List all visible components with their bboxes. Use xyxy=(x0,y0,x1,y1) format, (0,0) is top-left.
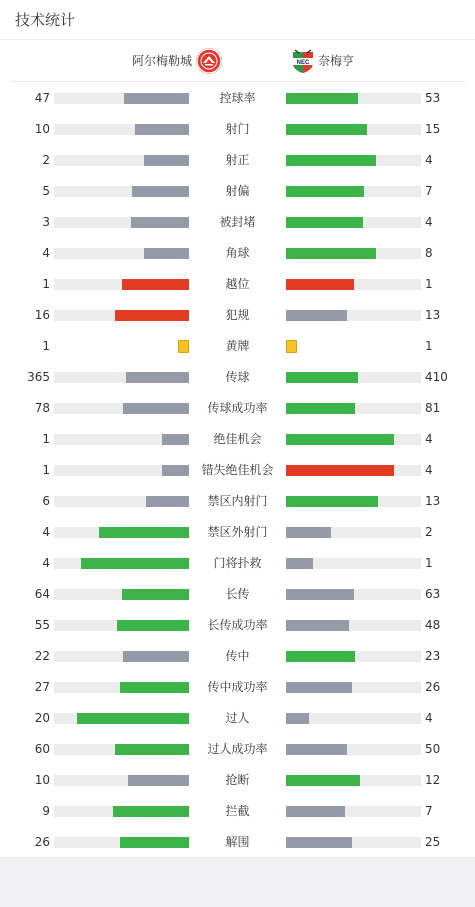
away-bar-track xyxy=(286,806,421,817)
stat-row xyxy=(0,548,475,579)
away-value: 81 xyxy=(425,401,441,415)
home-bar xyxy=(122,589,190,600)
stat-row xyxy=(0,424,475,455)
away-value: 15 xyxy=(425,122,441,136)
home-value: 10 xyxy=(34,773,50,787)
stat-label: 角球 xyxy=(225,246,250,260)
home-bar xyxy=(135,124,189,135)
stat-row xyxy=(0,796,475,827)
away-bar-track xyxy=(286,682,421,693)
away-bar-track xyxy=(286,93,421,104)
home-value: 22 xyxy=(34,649,50,663)
away-value: 13 xyxy=(425,494,441,508)
away-bar xyxy=(286,775,360,786)
stat-row xyxy=(0,765,475,796)
stat-label: 射偏 xyxy=(225,184,250,198)
svg-text:NEC: NEC xyxy=(296,59,310,66)
home-bar-track xyxy=(54,620,189,631)
home-value: 60 xyxy=(34,742,50,756)
home-bar xyxy=(123,651,189,662)
home-value: 4 xyxy=(42,556,50,570)
stat-label: 传球 xyxy=(225,370,250,384)
stat-label: 黄牌 xyxy=(225,339,250,353)
stat-label: 抢断 xyxy=(225,773,250,787)
home-value: 27 xyxy=(34,680,50,694)
home-value: 3 xyxy=(42,215,50,229)
home-bar-track xyxy=(54,744,189,755)
home-value: 4 xyxy=(42,525,50,539)
home-bar-track xyxy=(54,775,189,786)
stat-label: 门将扑救 xyxy=(213,556,262,570)
stat-label: 拦截 xyxy=(225,804,250,818)
stat-row xyxy=(0,734,475,765)
stat-label: 错失绝佳机会 xyxy=(201,463,274,477)
home-team-name: 阿尔梅勒城 xyxy=(131,54,192,68)
stat-row xyxy=(0,145,475,176)
home-bar-track xyxy=(54,465,189,476)
home-bar xyxy=(81,558,189,569)
home-value: 2 xyxy=(42,153,50,167)
away-bar xyxy=(286,279,354,290)
away-value: 8 xyxy=(425,246,433,260)
stat-label: 传球成功率 xyxy=(207,401,268,415)
home-value: 55 xyxy=(34,618,50,632)
away-bar-track xyxy=(286,434,421,445)
stat-label: 越位 xyxy=(225,277,250,291)
stat-label: 绝佳机会 xyxy=(213,432,262,446)
away-value: 13 xyxy=(425,308,441,322)
away-bar xyxy=(286,682,352,693)
home-bar xyxy=(113,806,189,817)
home-bar xyxy=(132,186,189,197)
home-bar-track xyxy=(54,558,189,569)
away-bar xyxy=(286,589,354,600)
away-bar-track xyxy=(286,310,421,321)
home-bar-track xyxy=(54,279,189,290)
stat-row xyxy=(0,455,475,486)
home-bar xyxy=(117,620,189,631)
away-bar xyxy=(286,434,394,445)
away-value: 12 xyxy=(425,773,441,787)
home-bar-track xyxy=(54,217,189,228)
home-bar xyxy=(120,682,189,693)
away-bar-track xyxy=(286,651,421,662)
home-bar xyxy=(162,434,189,445)
home-bar-track xyxy=(54,310,189,321)
away-bar xyxy=(286,372,358,383)
home-bar xyxy=(115,744,189,755)
home-bar xyxy=(131,217,189,228)
away-team-name: 奈梅亨 xyxy=(318,54,355,68)
stat-label: 射正 xyxy=(225,153,250,167)
stat-row xyxy=(0,641,475,672)
stat-label: 禁区外射门 xyxy=(207,525,268,539)
away-value: 1 xyxy=(425,556,433,570)
stat-label: 过人 xyxy=(225,711,250,725)
home-bar xyxy=(162,465,189,476)
home-bar-track xyxy=(54,124,189,135)
away-bar-track xyxy=(286,279,421,290)
away-value: 50 xyxy=(425,742,441,756)
teams-header xyxy=(10,40,465,82)
home-bar-track xyxy=(54,186,189,197)
away-bar-track xyxy=(286,248,421,259)
away-value: 63 xyxy=(425,587,441,601)
home-value: 64 xyxy=(34,587,50,601)
home-bar xyxy=(124,93,189,104)
stat-row xyxy=(0,486,475,517)
home-bar xyxy=(99,527,189,538)
away-value: 48 xyxy=(425,618,441,632)
away-bar xyxy=(286,713,309,724)
home-bar-track xyxy=(54,248,189,259)
stat-row xyxy=(0,269,475,300)
home-value: 10 xyxy=(34,122,50,136)
stat-row xyxy=(0,517,475,548)
home-bar-track xyxy=(54,434,189,445)
home-bar-track xyxy=(54,93,189,104)
away-value: 4 xyxy=(425,153,433,167)
away-bar xyxy=(286,124,367,135)
yellow-card-icon xyxy=(286,340,297,353)
home-bar xyxy=(123,403,189,414)
away-value: 4 xyxy=(425,711,433,725)
away-bar xyxy=(286,310,347,321)
stat-label: 传中 xyxy=(225,649,250,663)
away-value: 2 xyxy=(425,525,433,539)
away-bar-track xyxy=(286,589,421,600)
away-value: 1 xyxy=(425,277,433,291)
stat-row xyxy=(0,703,475,734)
home-value: 1 xyxy=(42,339,50,353)
away-bar xyxy=(286,806,345,817)
away-value: 7 xyxy=(425,804,433,818)
away-value: 4 xyxy=(425,432,433,446)
away-bar xyxy=(286,837,352,848)
stat-row xyxy=(0,827,475,858)
home-bar-track xyxy=(54,651,189,662)
home-bar xyxy=(128,775,189,786)
stat-label: 禁区内射门 xyxy=(207,494,268,508)
stat-label: 传中成功率 xyxy=(207,680,268,694)
away-bar xyxy=(286,465,394,476)
stat-label: 过人成功率 xyxy=(207,742,268,756)
stat-label: 射门 xyxy=(225,122,250,136)
stat-label: 长传成功率 xyxy=(207,618,268,632)
home-value: 1 xyxy=(42,463,50,477)
nec-crest-icon xyxy=(290,48,316,74)
home-bar-track xyxy=(54,403,189,414)
home-value: 365 xyxy=(27,370,50,384)
home-value: 5 xyxy=(42,184,50,198)
away-bar-track xyxy=(286,124,421,135)
home-bar xyxy=(77,713,189,724)
away-value: 26 xyxy=(425,680,441,694)
home-team[interactable] xyxy=(132,40,222,81)
home-bar-track xyxy=(54,682,189,693)
stat-row xyxy=(0,83,475,114)
stat-row xyxy=(0,579,475,610)
home-value: 6 xyxy=(42,494,50,508)
away-bar xyxy=(286,558,313,569)
away-bar-track xyxy=(286,186,421,197)
stat-label: 解围 xyxy=(225,835,250,849)
away-bar-track xyxy=(286,496,421,507)
home-bar xyxy=(146,496,189,507)
home-value: 9 xyxy=(42,804,50,818)
home-value: 26 xyxy=(34,835,50,849)
home-value: 78 xyxy=(34,401,50,415)
away-value: 23 xyxy=(425,649,441,663)
stat-row xyxy=(0,114,475,145)
away-value: 25 xyxy=(425,835,441,849)
home-bar-track xyxy=(54,713,189,724)
header xyxy=(0,0,475,40)
away-bar-track xyxy=(286,744,421,755)
home-bar xyxy=(120,837,189,848)
away-team[interactable] xyxy=(290,40,354,81)
away-bar xyxy=(286,496,378,507)
stat-label: 被封堵 xyxy=(219,215,256,229)
home-bar xyxy=(122,279,190,290)
home-bar-track xyxy=(54,589,189,600)
home-bar xyxy=(126,372,189,383)
away-bar-track xyxy=(286,217,421,228)
home-value: 20 xyxy=(34,711,50,725)
home-bar-track xyxy=(54,372,189,383)
away-bar xyxy=(286,403,355,414)
home-bar-track xyxy=(54,837,189,848)
away-value: 53 xyxy=(425,91,441,105)
stat-row xyxy=(0,238,475,269)
away-bar xyxy=(286,620,349,631)
stat-row xyxy=(0,610,475,641)
stat-row xyxy=(0,207,475,238)
away-bar xyxy=(286,217,363,228)
almere-city-crest-icon xyxy=(196,48,222,74)
stat-label: 犯规 xyxy=(225,308,250,322)
home-value: 4 xyxy=(42,246,50,260)
away-bar xyxy=(286,744,347,755)
away-bar-track xyxy=(286,155,421,166)
away-bar xyxy=(286,186,364,197)
away-bar xyxy=(286,248,376,259)
stat-row xyxy=(0,300,475,331)
home-bar xyxy=(144,155,189,166)
stat-row xyxy=(0,331,475,362)
stat-row xyxy=(0,672,475,703)
away-bar xyxy=(286,527,331,538)
stat-row xyxy=(0,362,475,393)
away-bar-track xyxy=(286,558,421,569)
page-title: 技术统计 xyxy=(15,11,76,29)
away-value: 410 xyxy=(425,370,448,384)
away-bar-track xyxy=(286,713,421,724)
away-bar-track xyxy=(286,837,421,848)
away-bar-track xyxy=(286,620,421,631)
stat-label: 长传 xyxy=(225,587,250,601)
away-value: 4 xyxy=(425,463,433,477)
home-bar xyxy=(144,248,189,259)
away-bar-track xyxy=(286,465,421,476)
stat-row xyxy=(0,393,475,424)
away-bar xyxy=(286,651,355,662)
home-bar-track xyxy=(54,496,189,507)
away-bar-track xyxy=(286,403,421,414)
away-value: 1 xyxy=(425,339,433,353)
home-value: 1 xyxy=(42,432,50,446)
home-bar-track xyxy=(54,155,189,166)
away-value: 7 xyxy=(425,184,433,198)
home-value: 1 xyxy=(42,277,50,291)
home-value: 16 xyxy=(34,308,50,322)
away-value: 4 xyxy=(425,215,433,229)
away-bar-track xyxy=(286,372,421,383)
home-bar-track xyxy=(54,806,189,817)
away-bar xyxy=(286,93,358,104)
home-bar-track xyxy=(54,527,189,538)
home-value: 47 xyxy=(34,91,50,105)
away-bar-track xyxy=(286,775,421,786)
yellow-card-icon xyxy=(178,340,189,353)
away-bar xyxy=(286,155,376,166)
home-bar xyxy=(115,310,189,321)
stat-label: 控球率 xyxy=(219,91,256,105)
away-bar-track xyxy=(286,527,421,538)
stat-row xyxy=(0,176,475,207)
